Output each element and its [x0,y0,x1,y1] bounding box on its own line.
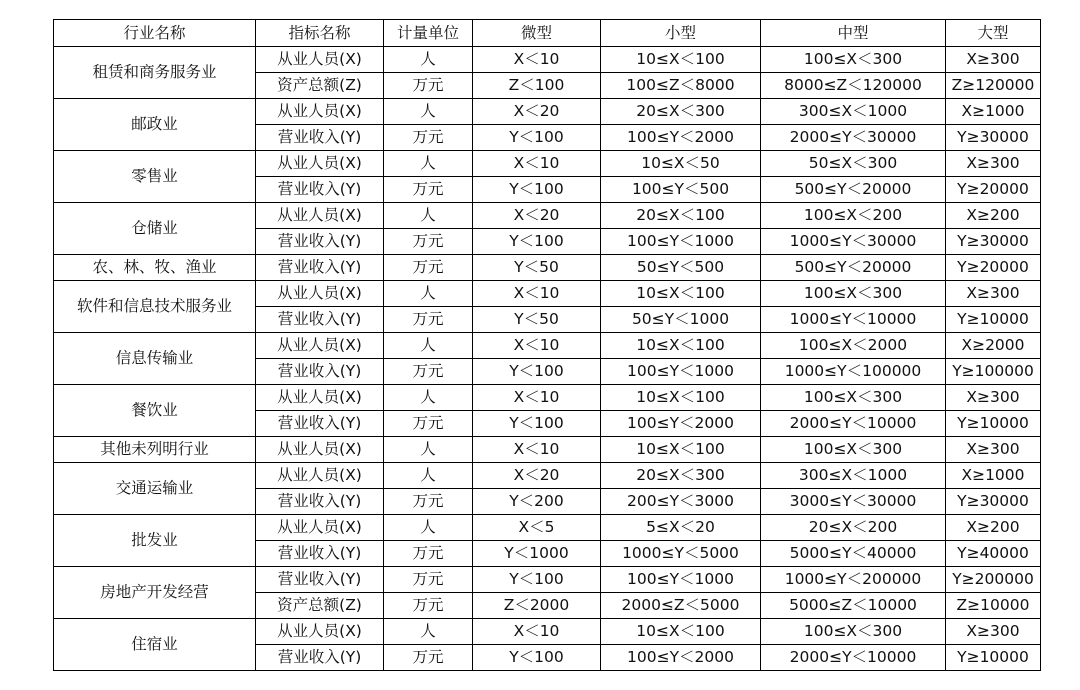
micro-cell: Z＜100 [473,73,601,99]
industry-name-cell: 批发业 [54,515,256,567]
medium-cell: 300≤X＜1000 [761,463,946,489]
table-row [54,437,1041,463]
indicator-cell: 营业收入(Y) [256,229,384,255]
industry-name-cell: 仓储业 [54,203,256,255]
micro-cell: X＜20 [473,203,601,229]
small-cell: 100≤Y＜1000 [601,359,761,385]
indicator-cell: 营业收入(Y) [256,307,384,333]
micro-cell: X＜10 [473,385,601,411]
large-cell: Y≥30000 [946,229,1041,255]
unit-cell: 人 [384,281,473,307]
large-cell: Y≥10000 [946,307,1041,333]
micro-cell: Y＜100 [473,229,601,255]
indicator-cell: 资产总额(Z) [256,593,384,619]
indicator-cell: 营业收入(Y) [256,411,384,437]
medium-cell: 1000≤Y＜30000 [761,229,946,255]
small-cell: 20≤X＜300 [601,463,761,489]
small-cell: 50≤Y＜500 [601,255,761,281]
table-header-row [54,20,1041,47]
indicator-cell: 资产总额(Z) [256,73,384,99]
unit-cell: 人 [384,99,473,125]
small-cell: 5≤X＜20 [601,515,761,541]
micro-cell: Y＜50 [473,307,601,333]
micro-cell: X＜10 [473,281,601,307]
medium-cell: 100≤X＜300 [761,619,946,645]
unit-cell: 万元 [384,307,473,333]
table-row [54,333,1041,359]
medium-cell: 2000≤Y＜30000 [761,125,946,151]
unit-cell: 万元 [384,593,473,619]
medium-cell: 2000≤Y＜10000 [761,645,946,671]
industry-name-cell: 软件和信息技术服务业 [54,281,256,333]
medium-cell: 3000≤Y＜30000 [761,489,946,515]
medium-cell: 5000≤Z＜10000 [761,593,946,619]
enterprise-size-classification-table [53,19,1041,671]
industry-name-cell: 租赁和商务服务业 [54,47,256,99]
large-cell: X≥300 [946,619,1041,645]
unit-cell: 万元 [384,567,473,593]
indicator-cell: 从业人员(X) [256,437,384,463]
industry-name-cell: 房地产开发经营 [54,567,256,619]
indicator-cell: 营业收入(Y) [256,177,384,203]
industry-name-cell: 交通运输业 [54,463,256,515]
unit-cell: 万元 [384,541,473,567]
table-row [54,151,1041,177]
industry-name-cell: 信息传输业 [54,333,256,385]
small-cell: 20≤X＜100 [601,203,761,229]
medium-cell: 100≤X＜2000 [761,333,946,359]
indicator-cell: 营业收入(Y) [256,359,384,385]
unit-cell: 万元 [384,359,473,385]
large-cell: X≥300 [946,385,1041,411]
large-cell: Y≥10000 [946,411,1041,437]
industry-name-cell: 其他未列明行业 [54,437,256,463]
unit-cell: 人 [384,385,473,411]
small-cell: 100≤Y＜2000 [601,411,761,437]
micro-cell: X＜20 [473,463,601,489]
indicator-cell: 营业收入(Y) [256,125,384,151]
small-cell: 10≤X＜50 [601,151,761,177]
small-cell: 100≤Y＜2000 [601,125,761,151]
indicator-cell: 从业人员(X) [256,203,384,229]
indicator-cell: 营业收入(Y) [256,489,384,515]
medium-cell: 100≤X＜300 [761,385,946,411]
unit-cell: 人 [384,619,473,645]
indicator-cell: 营业收入(Y) [256,541,384,567]
header-small: 小型 [601,20,761,47]
table-row [54,385,1041,411]
micro-cell: Y＜50 [473,255,601,281]
large-cell: X≥300 [946,437,1041,463]
medium-cell: 5000≤Y＜40000 [761,541,946,567]
unit-cell: 万元 [384,489,473,515]
header-large: 大型 [946,20,1041,47]
small-cell: 10≤X＜100 [601,333,761,359]
unit-cell: 人 [384,47,473,73]
indicator-cell: 从业人员(X) [256,385,384,411]
medium-cell: 1000≤Y＜100000 [761,359,946,385]
small-cell: 100≤Y＜1000 [601,567,761,593]
small-cell: 10≤X＜100 [601,619,761,645]
unit-cell: 人 [384,203,473,229]
micro-cell: X＜10 [473,333,601,359]
medium-cell: 2000≤Y＜10000 [761,411,946,437]
indicator-cell: 营业收入(Y) [256,645,384,671]
unit-cell: 人 [384,437,473,463]
micro-cell: Y＜100 [473,359,601,385]
large-cell: Y≥100000 [946,359,1041,385]
micro-cell: X＜10 [473,151,601,177]
small-cell: 20≤X＜300 [601,99,761,125]
table-row [54,619,1041,645]
table-row [54,515,1041,541]
micro-cell: X＜10 [473,47,601,73]
unit-cell: 万元 [384,645,473,671]
medium-cell: 500≤Y＜20000 [761,255,946,281]
small-cell: 200≤Y＜3000 [601,489,761,515]
header-unit: 计量单位 [384,20,473,47]
large-cell: X≥1000 [946,463,1041,489]
table-row [54,567,1041,593]
large-cell: Y≥30000 [946,125,1041,151]
industry-name-cell: 邮政业 [54,99,256,151]
medium-cell: 100≤X＜300 [761,47,946,73]
micro-cell: Y＜200 [473,489,601,515]
unit-cell: 万元 [384,73,473,99]
medium-cell: 300≤X＜1000 [761,99,946,125]
small-cell: 10≤X＜100 [601,281,761,307]
large-cell: Y≥200000 [946,567,1041,593]
medium-cell: 20≤X＜200 [761,515,946,541]
indicator-cell: 营业收入(Y) [256,567,384,593]
micro-cell: Y＜1000 [473,541,601,567]
large-cell: Y≥20000 [946,255,1041,281]
small-cell: 10≤X＜100 [601,385,761,411]
indicator-cell: 从业人员(X) [256,515,384,541]
unit-cell: 万元 [384,177,473,203]
header-indicator: 指标名称 [256,20,384,47]
unit-cell: 人 [384,515,473,541]
indicator-cell: 从业人员(X) [256,463,384,489]
large-cell: Y≥20000 [946,177,1041,203]
small-cell: 2000≤Z＜5000 [601,593,761,619]
header-industry: 行业名称 [54,20,256,47]
small-cell: 1000≤Y＜5000 [601,541,761,567]
unit-cell: 万元 [384,229,473,255]
large-cell: Y≥40000 [946,541,1041,567]
small-cell: 50≤Y＜1000 [601,307,761,333]
small-cell: 10≤X＜100 [601,47,761,73]
large-cell: X≥300 [946,281,1041,307]
micro-cell: Y＜100 [473,567,601,593]
small-cell: 100≤Y＜500 [601,177,761,203]
micro-cell: Y＜100 [473,177,601,203]
table-row [54,203,1041,229]
large-cell: Y≥10000 [946,645,1041,671]
table-row [54,99,1041,125]
indicator-cell: 从业人员(X) [256,99,384,125]
large-cell: X≥1000 [946,99,1041,125]
large-cell: X≥200 [946,515,1041,541]
large-cell: X≥2000 [946,333,1041,359]
micro-cell: X＜10 [473,619,601,645]
medium-cell: 100≤X＜200 [761,203,946,229]
medium-cell: 100≤X＜300 [761,281,946,307]
small-cell: 10≤X＜100 [601,437,761,463]
large-cell: Z≥120000 [946,73,1041,99]
medium-cell: 500≤Y＜20000 [761,177,946,203]
micro-cell: Y＜100 [473,411,601,437]
header-micro: 微型 [473,20,601,47]
unit-cell: 万元 [384,411,473,437]
unit-cell: 人 [384,333,473,359]
large-cell: Y≥30000 [946,489,1041,515]
micro-cell: X＜5 [473,515,601,541]
micro-cell: X＜20 [473,99,601,125]
small-cell: 100≤Y＜1000 [601,229,761,255]
medium-cell: 1000≤Y＜200000 [761,567,946,593]
indicator-cell: 从业人员(X) [256,333,384,359]
table-row [54,47,1041,73]
header-medium: 中型 [761,20,946,47]
large-cell: X≥300 [946,151,1041,177]
large-cell: Z≥10000 [946,593,1041,619]
micro-cell: Y＜100 [473,645,601,671]
unit-cell: 人 [384,463,473,489]
medium-cell: 50≤X＜300 [761,151,946,177]
medium-cell: 1000≤Y＜10000 [761,307,946,333]
medium-cell: 100≤X＜300 [761,437,946,463]
micro-cell: X＜10 [473,437,601,463]
indicator-cell: 从业人员(X) [256,619,384,645]
small-cell: 100≤Z＜8000 [601,73,761,99]
table-body [54,47,1041,671]
indicator-cell: 从业人员(X) [256,151,384,177]
medium-cell: 8000≤Z＜120000 [761,73,946,99]
classification-table-wrapper [53,19,1041,671]
industry-name-cell: 住宿业 [54,619,256,671]
table-row [54,281,1041,307]
unit-cell: 人 [384,151,473,177]
table-row [54,463,1041,489]
industry-name-cell: 农、林、牧、渔业 [54,255,256,281]
large-cell: X≥200 [946,203,1041,229]
industry-name-cell: 零售业 [54,151,256,203]
unit-cell: 万元 [384,125,473,151]
micro-cell: Y＜100 [473,125,601,151]
micro-cell: Z＜2000 [473,593,601,619]
industry-name-cell: 餐饮业 [54,385,256,437]
indicator-cell: 从业人员(X) [256,281,384,307]
indicator-cell: 营业收入(Y) [256,255,384,281]
small-cell: 100≤Y＜2000 [601,645,761,671]
table-row [54,255,1041,281]
unit-cell: 万元 [384,255,473,281]
indicator-cell: 从业人员(X) [256,47,384,73]
large-cell: X≥300 [946,47,1041,73]
